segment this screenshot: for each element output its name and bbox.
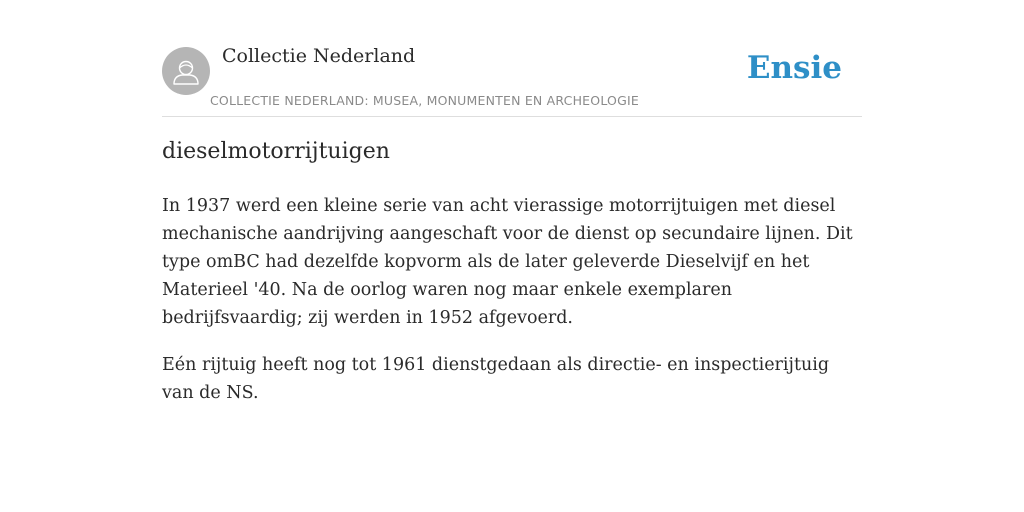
- avatar[interactable]: [162, 47, 210, 95]
- article-body: [162, 192, 862, 426]
- ensie-logo[interactable]: Ensie: [746, 50, 842, 86]
- article-title: dieselmotorrijtuigen: [162, 139, 390, 164]
- article-paragraph: Eén rijtuig heeft nog tot 1961 dienstgedaan als directie- en inspectierijtuig van de NS.: [162, 355, 830, 403]
- article-paragraph: In 1937 werd een kleine serie van acht vierassige motorrijtuigen met diesel mechanische aandrijving aangeschaft voor de dienst op secundaire lijnen. Dit type omBC had dezelfde kopvorm als de later geleverde Dieselvijf en het Materieel '40. Na de oorlog waren nog maar enkele exemplaren bedrijfsvaardig; zij werden in 1952 afgevoerd.: [162, 196, 853, 328]
- user-icon: [162, 47, 210, 95]
- header: [162, 0, 862, 117]
- author-name[interactable]: Collectie Nederland: [222, 45, 416, 67]
- author-subtitle: COLLECTIE NEDERLAND: MUSEA, MONUMENTEN EN ARCHEOLOGIE: [210, 93, 639, 108]
- content-container: [162, 0, 862, 403]
